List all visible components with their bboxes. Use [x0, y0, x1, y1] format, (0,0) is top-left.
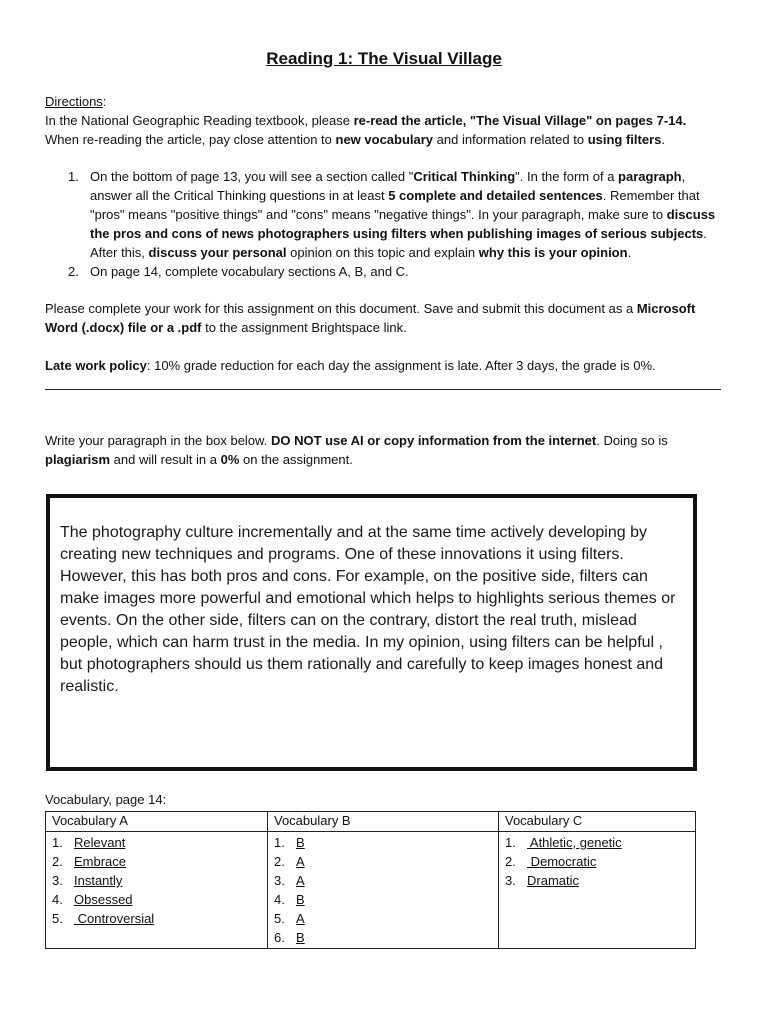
vocabulary-a-item: 5. Controversial: [52, 911, 155, 926]
instructions-list: [45, 167, 721, 281]
vocabulary-a-item: 4. Obsessed: [52, 892, 133, 907]
vocabulary-b-header: Vocabulary B: [268, 812, 499, 832]
vocabulary-b-item: 3. A: [274, 873, 305, 888]
late-work-policy: Late work policy: 10% grade reduction for each day the assignment is late. After 3 days, the grade is 0%.: [45, 358, 656, 373]
vocabulary-b-cell[interactable]: [268, 832, 499, 949]
vocabulary-c-item: 1. Athletic, genetic: [505, 835, 622, 850]
vocabulary-c-header: Vocabulary C: [499, 812, 696, 832]
directions-block: [45, 92, 735, 149]
paragraph-instructions: Write your paragraph in the box below. DO NOT use AI or copy information from the internet. Doing so is plagiarism and will result in a 0% on the assignment.: [45, 433, 668, 467]
vocabulary-a-item: 3. Instantly: [52, 873, 123, 888]
answer-text-box[interactable]: [46, 494, 697, 771]
vocabulary-b-item: 6. B: [274, 930, 305, 945]
instruction-item: 1. On the bottom of page 13, you will see a section called "Critical Thinking". In the form of a paragraph, answer all the Critical Thinking questions in at least 5 complete and detailed sentences. Remember that "pros" means "positive things" and "cons" means "negative things". In your paragraph, make sure to discuss the pros and cons of news photographers using filters when publishing images of serious subjects. After this, discuss your personal opinion on this topic and explain why this is your opinion.: [68, 169, 716, 260]
vocabulary-header-row: [46, 812, 696, 832]
instruction-item: 2. On page 14, complete vocabulary sections A, B, and C.: [68, 264, 409, 279]
directions-label: Directions: [45, 94, 103, 109]
vocabulary-heading: Vocabulary, page 14:: [45, 792, 167, 807]
vocabulary-a-item: 1. Relevant: [52, 835, 126, 850]
answer-paragraph[interactable]: The photography culture incrementally and at the same time actively developing by creating new techniques and programs. One of these innovations it using filters. However, this has both pros and cons. For example, on the positive side, filters can make images more powerful and emotional which helps to highlights serious themes or events. On the other side, filters can on the contrary, distort the real truth, mislead people, which can harm trust in the media. In my opinion, using filters can be helpful , but photographers should us them rationally and carefully to keep images honest and realistic.: [60, 524, 676, 695]
vocabulary-a-item: 2. Embrace: [52, 854, 127, 869]
vocabulary-table: [45, 811, 696, 949]
vocabulary-c-cell[interactable]: [499, 832, 696, 949]
directions-line-2: When re-reading the article, pay close attention to new vocabulary and information related to using filters.: [45, 132, 666, 147]
vocabulary-b-item: 1. B: [274, 835, 305, 850]
submission-instructions: Please complete your work for this assignment on this document. Save and submit this document as a Microsoft Word (.docx) file or a .pdf to the assignment Brightspace link.: [45, 301, 696, 335]
vocabulary-b-item: 5. A: [274, 911, 305, 926]
vocabulary-a-cell[interactable]: [46, 832, 268, 949]
vocabulary-answer-row: [46, 832, 696, 949]
vocabulary-a-list: [52, 833, 261, 928]
vocabulary-b-item: 2. A: [274, 854, 305, 869]
vocabulary-b-item: 4. B: [274, 892, 305, 907]
vocabulary-b-list: [274, 833, 492, 947]
page-title: Reading 1: The Visual Village: [266, 49, 502, 68]
directions-line-1: In the National Geographic Reading textbook, please re-read the article, "The Visual Village" on pages 7-14.: [45, 113, 687, 128]
directions-heading: Directions:: [45, 94, 107, 109]
vocabulary-c-list: [505, 833, 689, 890]
vocabulary-a-header: Vocabulary A: [46, 812, 268, 832]
section-divider: [45, 389, 721, 390]
vocabulary-c-item: 3. Dramatic: [505, 873, 580, 888]
vocabulary-c-item: 2. Democratic: [505, 854, 597, 869]
